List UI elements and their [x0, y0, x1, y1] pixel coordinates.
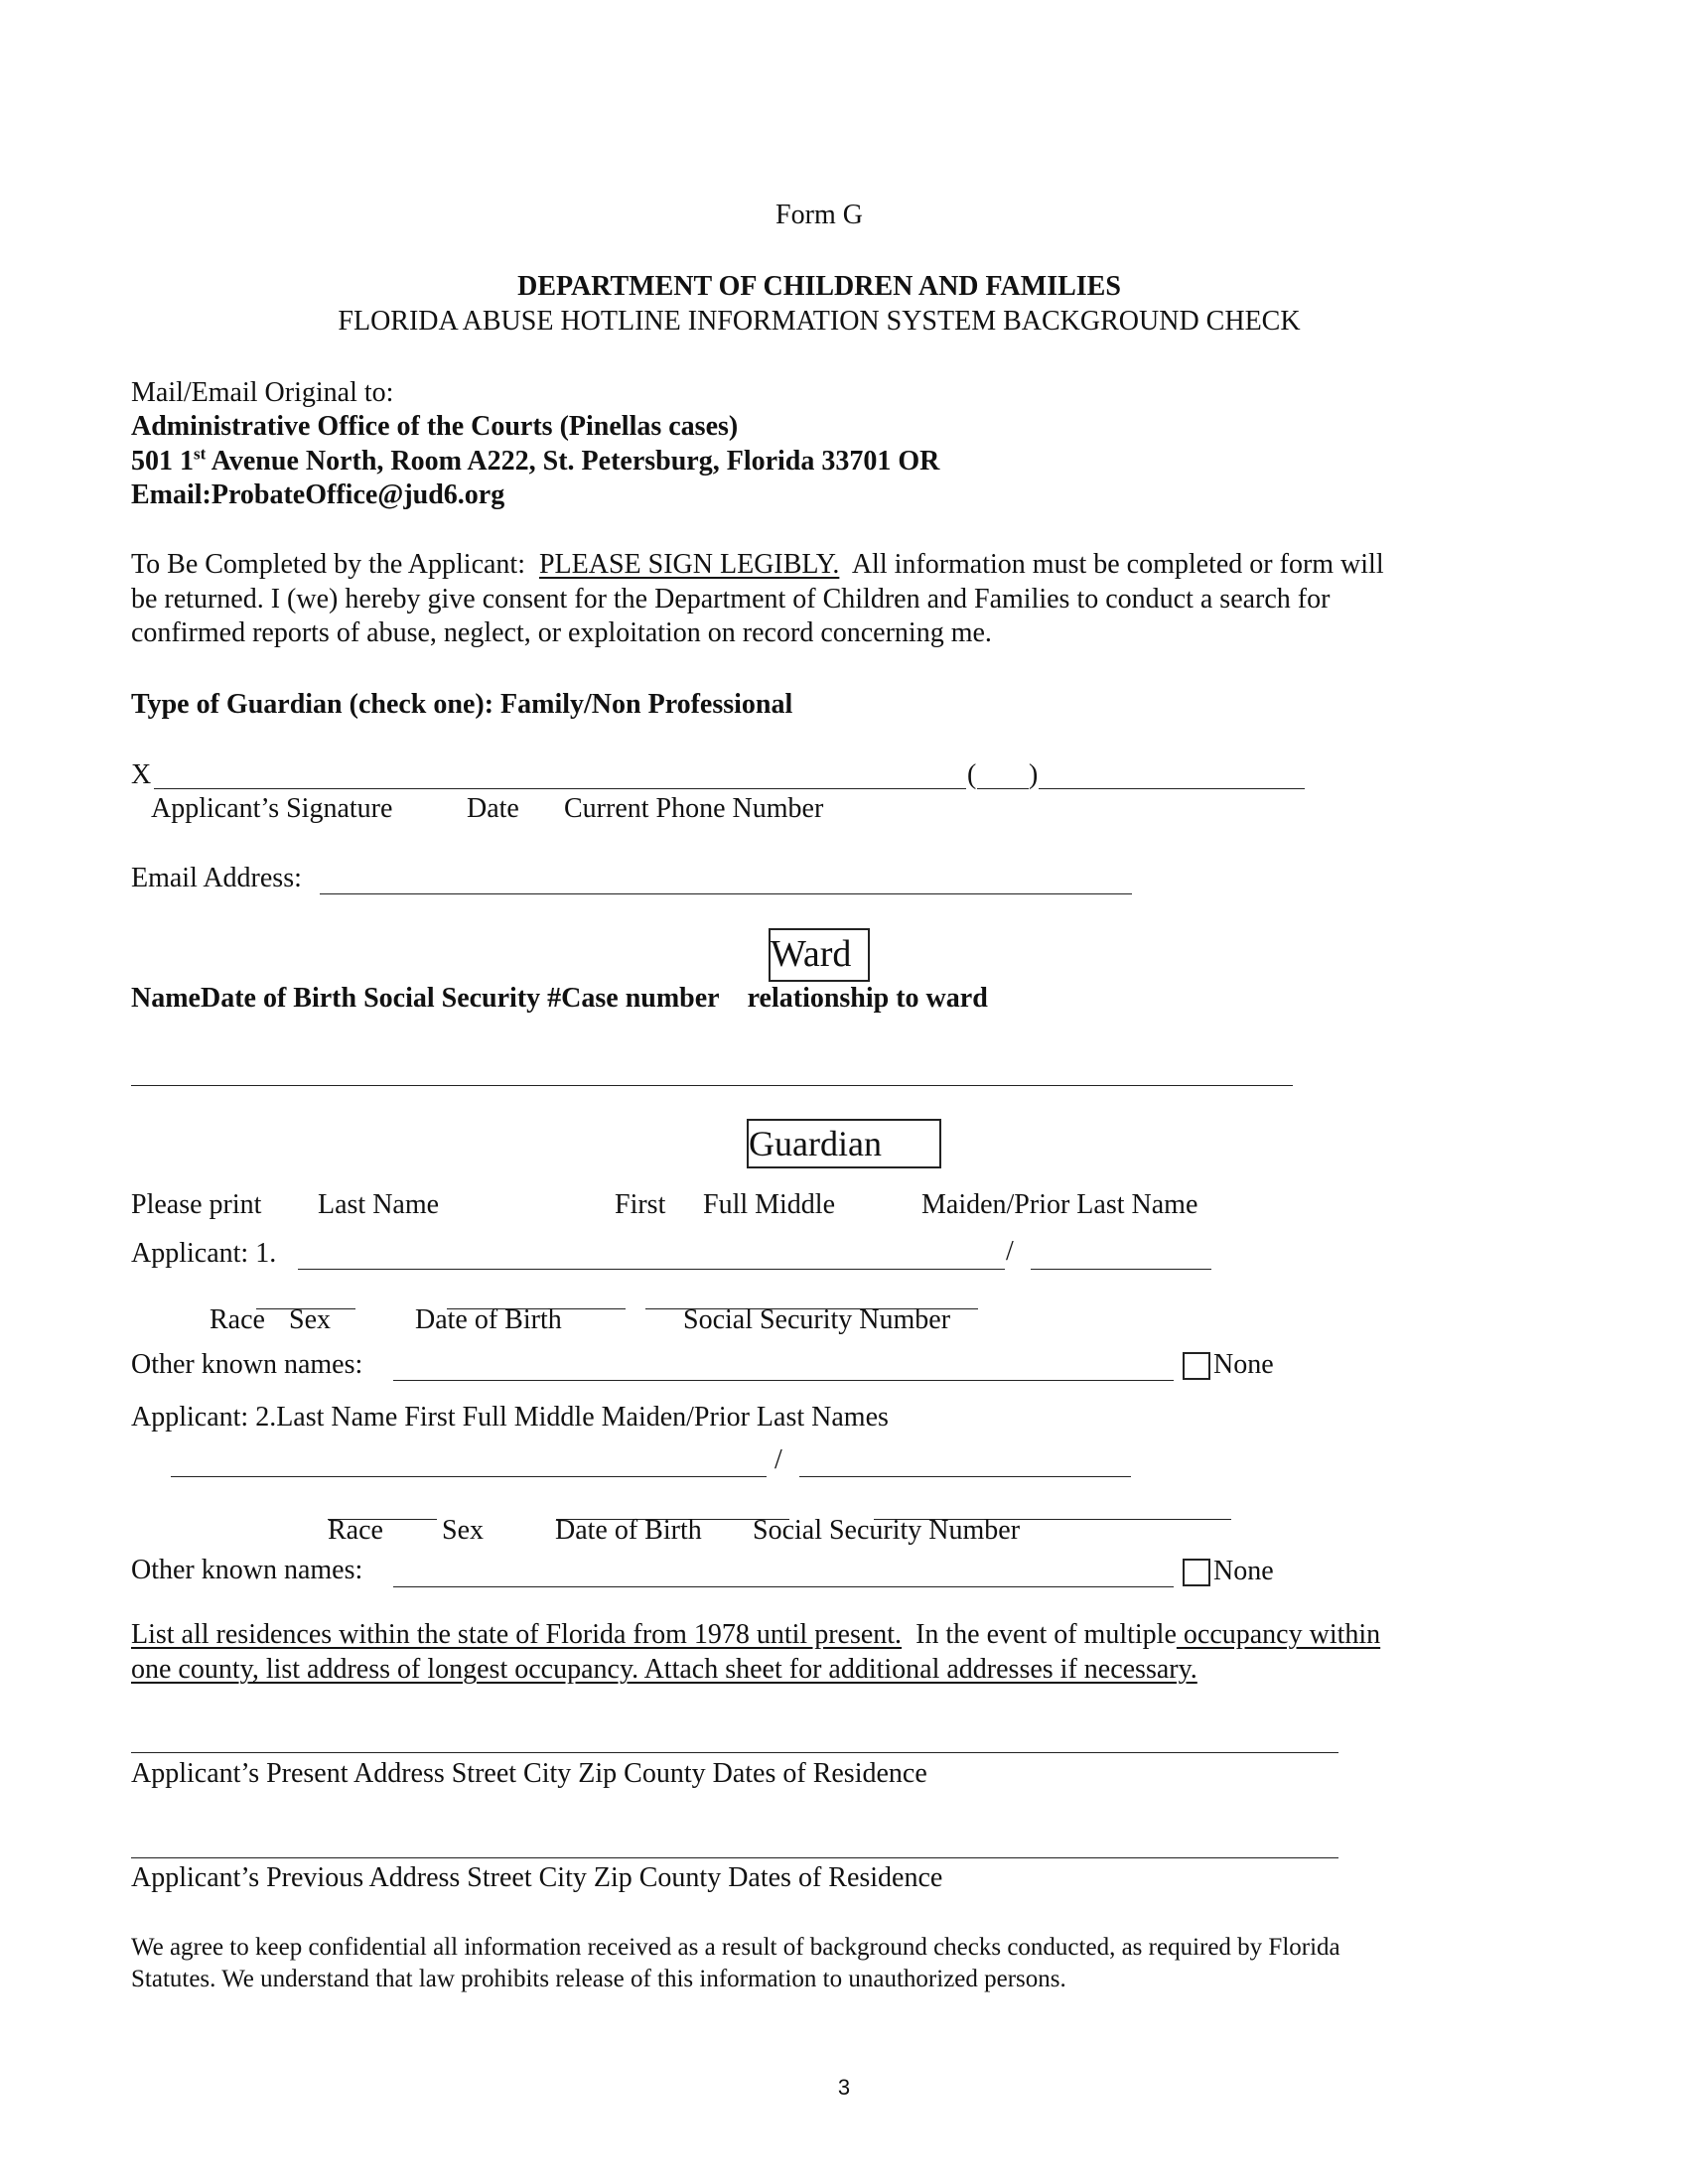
consent-line-2: be returned. I (we) hereby give consent for the Department of Children and Families to conduct a search for	[131, 584, 1331, 614]
applicant-2-header: Applicant: 2.Last Name First Full Middle Maiden/Prior Last Names	[131, 1402, 889, 1433]
present-address-line[interactable]	[131, 1752, 1338, 1753]
previous-address-label: Applicant’s Previous Address Street City Zip County Dates of Residence	[131, 1862, 943, 1893]
guardian-type-label: Type of Guardian (check one): Family/Non Professional	[131, 689, 793, 720]
last-name-col: Last Name	[318, 1189, 440, 1220]
residences-occupancy: occupancy within	[1176, 1619, 1381, 1650]
page-title: DEPARTMENT OF CHILDREN AND FAMILIES	[517, 271, 1121, 302]
residences-instruction-2: one county, list address of longest occupancy. Attach sheet for additional addresses if necessary.	[131, 1654, 1197, 1685]
consent-lead: To Be Completed by the Applicant:	[131, 549, 525, 580]
ward-columns	[131, 982, 988, 1016]
mail-address-number: 501 1	[131, 446, 194, 477]
ward-heading: Ward	[771, 933, 852, 975]
date-label: Date	[467, 793, 519, 824]
phone-label: Current Phone Number	[564, 793, 824, 824]
residences-since-1978: List all residences within the state of Florida from 1978 until present.	[131, 1619, 903, 1650]
form-label: Form G	[775, 200, 863, 230]
phone-number-line[interactable]	[1039, 788, 1305, 789]
mail-email: Email:ProbateOffice@jud6.org	[131, 479, 505, 510]
phone-area-code-line[interactable]	[977, 788, 1029, 789]
confidentiality-line-1: We agree to keep confidential all information received as a result of background checks conducted, as required by Florida	[131, 1934, 1340, 1961]
applicant-1-none-label: None	[1213, 1349, 1274, 1380]
applicant-2-dob-label: Date of Birth	[555, 1515, 702, 1546]
ward-dob-col: Date of Birth	[200, 983, 357, 1014]
ward-entry-line[interactable]	[131, 1085, 1293, 1086]
applicant-2-other-names-label: Other known names:	[131, 1555, 363, 1585]
applicant-1-dob-label: Date of Birth	[415, 1304, 562, 1335]
page-number: 3	[837, 2075, 851, 2100]
phone-paren-open: (	[967, 759, 977, 790]
present-address-label: Applicant’s Present Address Street City Zip County Dates of Residence	[131, 1758, 927, 1789]
consent-tail: All information must be completed or form will	[851, 549, 1384, 580]
applicant-1-other-names-label: Other known names:	[131, 1349, 363, 1380]
mail-address-rest: Avenue North, Room A222, St. Petersburg, Florida 33701 OR	[206, 446, 940, 477]
ward-relationship-col: relationship to ward	[747, 983, 988, 1014]
email-input-line[interactable]	[320, 893, 1132, 894]
ward-case-col: Case number	[561, 983, 720, 1014]
guardian-heading: Guardian	[749, 1124, 882, 1163]
sign-legibly-note: PLEASE SIGN LEGIBLY.	[538, 549, 840, 580]
applicant-2-ssn-label: Social Security Number	[753, 1515, 1021, 1546]
applicant-1-name-line[interactable]	[298, 1269, 1005, 1270]
applicant-2-sex-label: Sex	[442, 1515, 484, 1546]
applicant-1-slash: /	[1006, 1236, 1014, 1267]
first-name-col: First	[615, 1189, 666, 1220]
applicant-2-slash: /	[774, 1444, 782, 1475]
confidentiality-line-2: Statutes. We understand that law prohibits release of this information to unauthorized persons.	[131, 1966, 1066, 1992]
email-label: Email Address:	[131, 863, 302, 893]
consent-line-1	[131, 548, 1384, 582]
mail-instruction: Mail/Email Original to:	[131, 377, 394, 408]
ward-ssn-col: Social Security #	[363, 983, 562, 1014]
applicant-1-ssn-label: Social Security Number	[683, 1304, 951, 1335]
signature-line[interactable]	[154, 788, 966, 789]
middle-name-col: Full Middle	[703, 1189, 836, 1220]
please-print-label: Please print	[131, 1189, 262, 1220]
applicant-2-name-line[interactable]	[171, 1476, 767, 1477]
applicant-1-maiden-line[interactable]	[1031, 1269, 1211, 1270]
residences-multiple: In the event of multiple	[915, 1619, 1177, 1650]
residences-instruction-1	[131, 1618, 1380, 1652]
applicant-1-other-names-line[interactable]	[393, 1380, 1174, 1381]
page-subtitle: FLORIDA ABUSE HOTLINE INFORMATION SYSTEM BACKGROUND CHECK	[338, 306, 1301, 337]
mail-address	[131, 445, 939, 478]
applicant-2-none-label: None	[1213, 1556, 1274, 1586]
applicant-2-race-label: Race	[328, 1515, 383, 1546]
applicant-1-label: Applicant: 1.	[131, 1238, 277, 1269]
applicant-2-none-checkbox[interactable]	[1183, 1559, 1210, 1586]
applicant-1-sex-label: Sex	[289, 1304, 331, 1335]
consent-line-3: confirmed reports of abuse, neglect, or exploitation on record concerning me.	[131, 617, 992, 648]
previous-address-line[interactable]	[131, 1857, 1338, 1858]
applicant-1-none-checkbox[interactable]	[1183, 1352, 1210, 1380]
mail-address-sup: st	[194, 444, 207, 464]
signature-x-mark: X	[131, 759, 152, 790]
applicant-2-maiden-line[interactable]	[799, 1476, 1131, 1477]
applicant-2-other-names-line[interactable]	[393, 1586, 1174, 1587]
phone-paren-close: )	[1029, 759, 1039, 790]
mail-office: Administrative Office of the Courts (Pinellas cases)	[131, 411, 739, 442]
signature-label: Applicant’s Signature	[151, 793, 393, 824]
ward-name-col: Name	[131, 983, 201, 1014]
maiden-name-col: Maiden/Prior Last Name	[921, 1189, 1198, 1220]
applicant-1-race-label: Race	[210, 1304, 265, 1335]
